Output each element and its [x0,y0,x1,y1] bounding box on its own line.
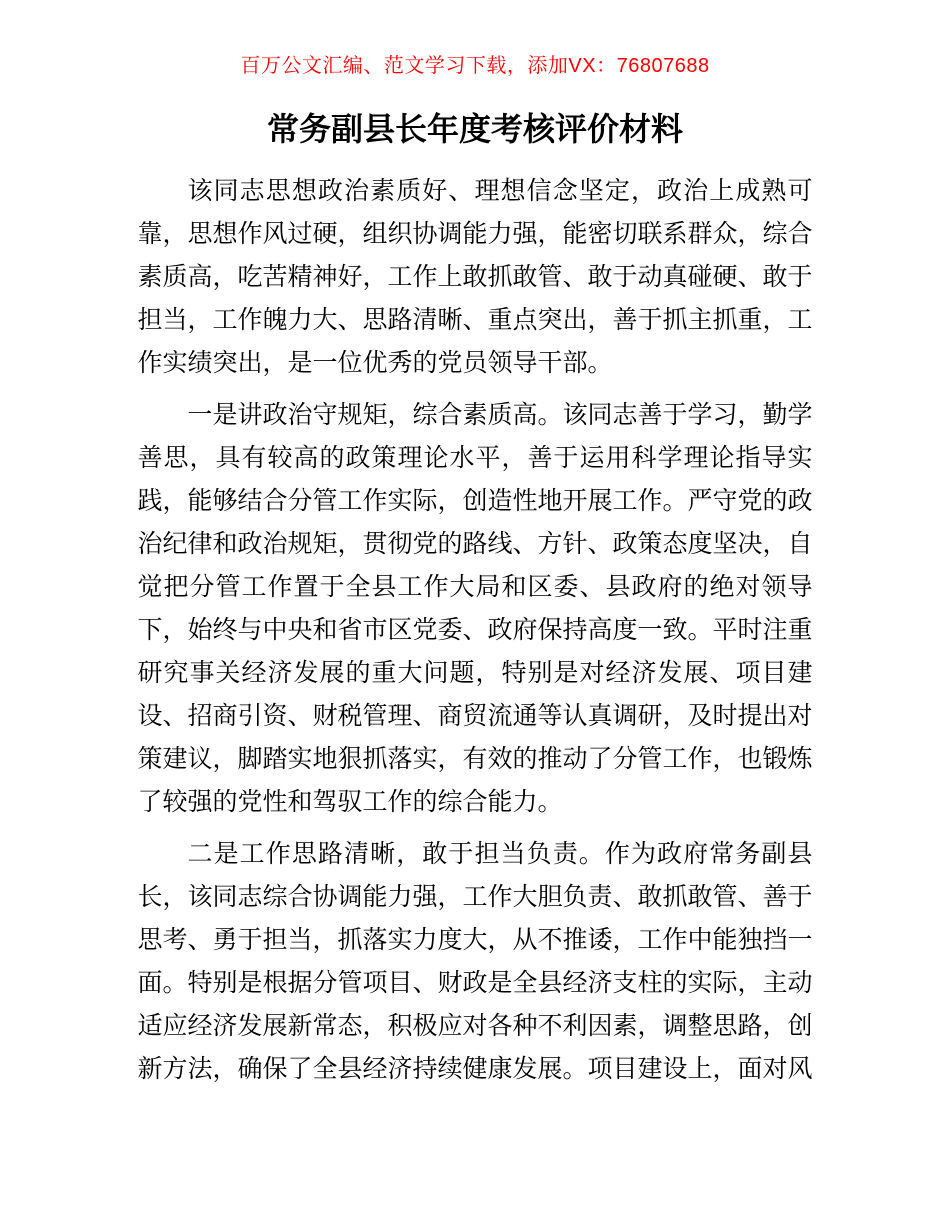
body-paragraph: 该同志思想政治素质好、理想信念坚定，政治上成熟可靠，思想作风过硬，组织协调能力强，能密切联系群众，综合素质高，吃苦精神好，工作上敢抓敢管、敢于动真碰硬、敢于担当，工作魄力大、思路清晰、重点突出，善于抓主抓重，工作实绩突出，是一位优秀的党员领导干部。 [137,177,813,377]
body-paragraph: 二是工作思路清晰，敢于担当负责。作为政府常务副县长，该同志综合协调能力强，工作大胆负责、敢抓敢管、善于思考、勇于担当，抓落实力度大，从不推诿，工作中能独挡一面。特别是根据分管项目、财政是全县经济支柱的实际，主动适应经济发展新常态，积极应对各种不利因素，调整思路，创新方法，确保了全县经济持续健康发展。项目建设上，面对风 [137,840,813,1083]
page-title: 常务副县长年度考核评价材料 [266,111,683,147]
body-paragraph: 一是讲政治守规矩，综合素质高。该同志善于学习，勤学善思，具有较高的政策理论水平，善于运用科学理论指导实践，能够结合分管工作实际，创造性地开展工作。严守党的政治纪律和政治规矩，贯彻党的路线、方针、政策态度坚决，自觉把分管工作置于全县工作大局和区委、县政府的绝对领导下，始终与中央和省市区党委、政府保持高度一致。平时注重研究事关经济发展的重大问题，特别是对经济发展、项目建设、招商引资、财税管理、商贸流通等认真调研，及时提出对策建议，脚踏实地狠抓落实，有效的推动了分管工作，也锻炼了较强的党性和驾驭工作的综合能力。 [137,401,813,816]
document-body [138,170,813,1091]
watermark-notice: 百万公文汇编、范文学习下载，添加VX：76807688 [240,55,710,77]
